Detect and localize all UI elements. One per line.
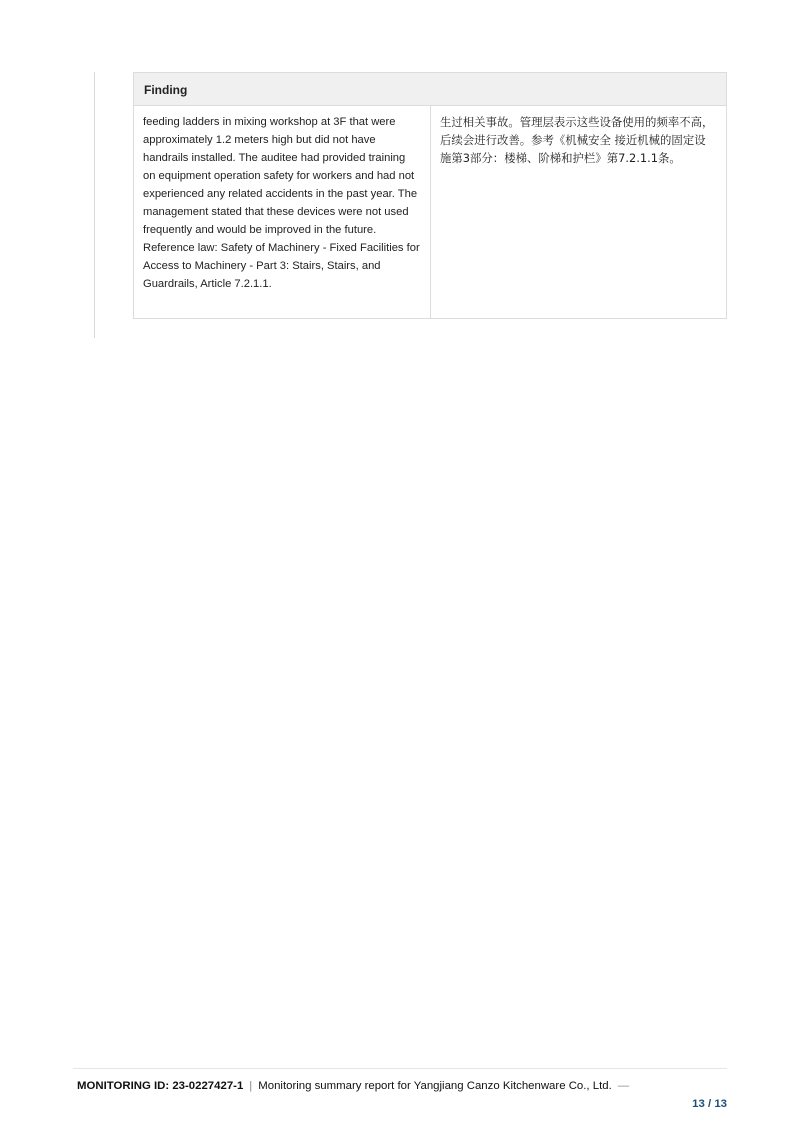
footer-dash: — <box>617 1080 630 1092</box>
page-number: 13 / 13 <box>692 1098 727 1110</box>
finding-table <box>133 72 727 319</box>
report-title: Monitoring summary report for Yangjiang Canzo Kitchenware Co., Ltd. <box>258 1080 612 1092</box>
footer-separator: | <box>249 1080 253 1092</box>
footer-divider <box>73 1068 727 1069</box>
finding-english-text: feeding ladders in mixing workshop at 3F that were approximately 1.2 meters high but did not have handrails installed. The auditee had provided training on equipment operation safety for workers and had not experienced any related accidents in the past year. The management stated that these devices were not used frequently and would be improved in the future. Reference law: Safety of Machinery - Fixed Facilities for Access to Machinery - Part 3: Stairs, Stairs, and Guardrails, Article 7.2.1.1. <box>134 106 431 318</box>
finding-header: Finding <box>134 73 726 106</box>
monitoring-id: MONITORING ID: 23-0227427-1 <box>77 1080 244 1092</box>
left-margin-rule <box>94 72 95 338</box>
footer <box>77 1080 737 1092</box>
finding-chinese-text: 生过相关事故。管理层表示这些设备使用的频率不高，后续会进行改善。参考《机械安全 接近机械的固定设施第3部分：楼梯、阶梯和护栏》第7.2.1.1条。 <box>440 115 714 165</box>
finding-body <box>134 106 726 318</box>
